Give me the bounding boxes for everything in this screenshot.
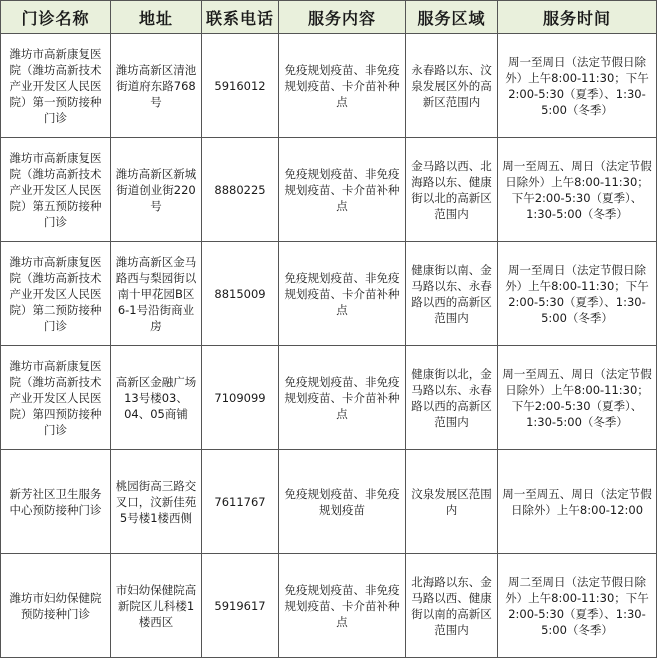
clinic-service: 免疫规划疫苗、非免疫规划疫苗、卡介苗补种点 <box>279 554 406 658</box>
clinic-address: 高新区金融广场13号楼03、04、05商铺 <box>111 346 202 450</box>
header-hours: 服务时间 <box>498 1 657 34</box>
header-row <box>1 1 657 34</box>
clinic-phone: 8880225 <box>202 138 279 242</box>
clinic-name: 潍坊市高新康复医院（潍坊高新技术产业开发区人民医院）第二预防接种门诊 <box>1 242 111 346</box>
clinic-name: 潍坊市高新康复医院（潍坊高新技术产业开发区人民医院）第四预防接种门诊 <box>1 346 111 450</box>
clinic-name: 新芳社区卫生服务中心预防接种门诊 <box>1 450 111 554</box>
clinic-phone: 5919617 <box>202 554 279 658</box>
clinic-area: 北海路以东、金马路以西、健康街以南的高新区范围内 <box>406 554 498 658</box>
clinic-address: 市妇幼保健院高新院区儿科楼1楼西区 <box>111 554 202 658</box>
clinic-area: 健康街以北，金马路以东、永春路以西的高新区范围内 <box>406 346 498 450</box>
table-row <box>1 34 657 138</box>
clinic-service: 免疫规划疫苗、非免疫规划疫苗、卡介苗补种点 <box>279 346 406 450</box>
clinic-service: 免疫规划疫苗、非免疫规划疫苗 <box>279 450 406 554</box>
clinic-phone: 7611767 <box>202 450 279 554</box>
clinic-service: 免疫规划疫苗、非免疫规划疫苗、卡介苗补种点 <box>279 34 406 138</box>
header-address: 地址 <box>111 1 202 34</box>
clinic-service: 免疫规划疫苗、非免疫规划疫苗、卡介苗补种点 <box>279 242 406 346</box>
table-row <box>1 138 657 242</box>
clinic-address: 潍坊高新区清池街道府东路768号 <box>111 34 202 138</box>
clinic-area: 永春路以东、汶泉发展区外的高新区范围内 <box>406 34 498 138</box>
table-row <box>1 242 657 346</box>
clinic-phone: 5916012 <box>202 34 279 138</box>
header-name: 门诊名称 <box>1 1 111 34</box>
table-row <box>1 346 657 450</box>
clinic-address: 潍坊高新区金马路西与梨园街以南十甲花园B区6-1号沿街商业房 <box>111 242 202 346</box>
header-service: 服务内容 <box>279 1 406 34</box>
clinic-hours: 周二至周日（法定节假日除外）上午8:00-11:30；下午2:00-5:30（夏季）、1:30-5:00（冬季） <box>498 554 657 658</box>
clinic-hours: 周一至周五、周日（法定节假日除外）上午8:00-12:00 <box>498 450 657 554</box>
header-phone: 联系电话 <box>202 1 279 34</box>
clinic-hours: 周一至周五、周日（法定节假日除外）上午8:00-11:30；下午2:00-5:30（夏季）、1:30-5:00（冬季） <box>498 346 657 450</box>
header-area: 服务区域 <box>406 1 498 34</box>
clinic-area: 金马路以西、北海路以东、健康街以北的高新区范围内 <box>406 138 498 242</box>
clinic-name: 潍坊市妇幼保健院预防接种门诊 <box>1 554 111 658</box>
clinic-hours: 周一至周日（法定节假日除外）上午8:00-11:30；下午2:00-5:30（夏季）、1:30-5:00（冬季） <box>498 242 657 346</box>
clinic-name: 潍坊市高新康复医院（潍坊高新技术产业开发区人民医院）第五预防接种门诊 <box>1 138 111 242</box>
clinic-area: 汶泉发展区范围内 <box>406 450 498 554</box>
clinic-hours: 周一至周五、周日（法定节假日除外）上午8:00-11:30；下午2:00-5:30（夏季）、1:30-5:00（冬季） <box>498 138 657 242</box>
clinic-area: 健康街以南、金马路以东、永春路以西的高新区范围内 <box>406 242 498 346</box>
clinic-hours: 周一至周日（法定节假日除外）上午8:00-11:30；下午2:00-5:30（夏季）、1:30-5:00（冬季） <box>498 34 657 138</box>
clinic-address: 潍坊高新区新城街道创业街220号 <box>111 138 202 242</box>
clinic-service: 免疫规划疫苗、非免疫规划疫苗、卡介苗补种点 <box>279 138 406 242</box>
clinic-name: 潍坊市高新康复医院（潍坊高新技术产业开发区人民医院）第一预防接种门诊 <box>1 34 111 138</box>
clinic-phone: 8815009 <box>202 242 279 346</box>
clinic-phone: 7109099 <box>202 346 279 450</box>
table-row <box>1 554 657 658</box>
clinic-address: 桃园街高三路交叉口，汶新佳苑5号楼1楼西侧 <box>111 450 202 554</box>
table-row <box>1 450 657 554</box>
